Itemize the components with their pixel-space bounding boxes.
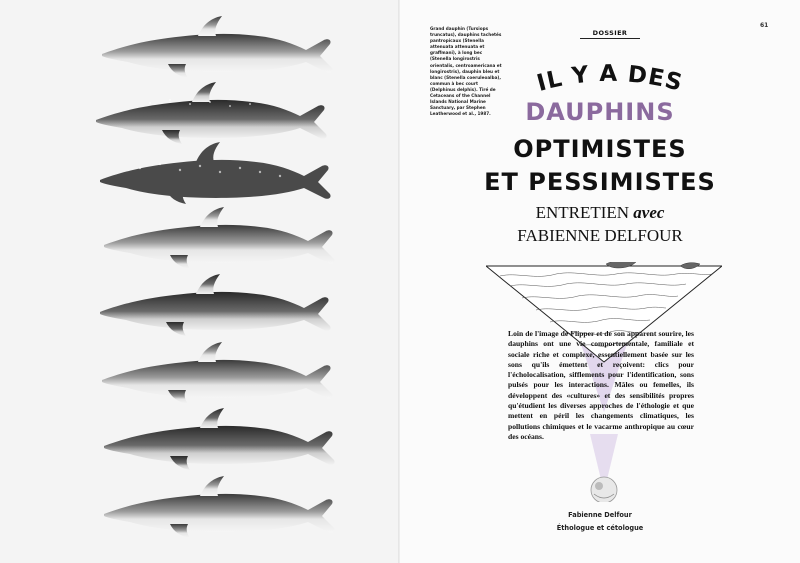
dolphin-7 (104, 408, 335, 470)
subtitle-word-2: avec (633, 203, 665, 222)
svg-text:IL Y A DES (534, 61, 685, 97)
illustration-caption: Grand dauphin (Tursiops truncatus), dauphins tachetés pantropicaux (Stenella attenuata attenuata et graffmani), à long bec (Stenella longirostris orientalis, centroamericana et longirostris), dauphin bleu et blanc (Stenella coeruleoalba), commun à bec court (Delphinus delphis). Tiré de Cetaceans of the Channel Islands National Marine Sanctuary, par Stephen Leatherwood et al., 1987. (430, 26, 502, 117)
title-line-4: ET PESSIMISTES (484, 168, 716, 196)
title-line-1: IL Y A DES (534, 60, 686, 97)
dolphin-3 (100, 142, 331, 204)
dolphin-8 (104, 476, 335, 538)
dolphin-1 (102, 16, 333, 78)
lead-paragraph: Loin de l'image de Flipper et de son apparent sourire, les dauphins ont une vie comportementale, familiale et sociale riche et complexe, essentiellement basée sur les sons qu'ils émettent et reçoivent: clics pour l'écholocalisation, sifflements pour l'identification, sons pulsés pour les interactions. Mâles ou femelles, ils développent des «cultures» et des sensibilités propres qu'étudient les diverses approches de l'éthologie et que mettent en péril les changements climatiques, les pollutions chimiques et le vacarme anthropique au cœur des océans. (508, 329, 694, 441)
section-label: DOSSIER (580, 29, 640, 39)
dolphin-4 (104, 207, 335, 269)
title-line-2: DAUPHINS (525, 98, 675, 126)
author-role: Éthologue et cétologue (556, 524, 644, 532)
dolphin-5 (100, 274, 331, 336)
dolphin-2 (96, 82, 327, 144)
page-number: 61 (760, 22, 769, 29)
subtitle-word-1: ENTRETIEN (535, 203, 630, 222)
subtitle-name: FABIENNE DELFOUR (517, 226, 683, 245)
subtitle-interview (480, 203, 720, 223)
right-page-article (400, 0, 800, 563)
author-name: Fabienne Delfour (568, 511, 632, 519)
title-line-3: OPTIMISTES (513, 135, 687, 163)
dolphin-6 (102, 342, 333, 404)
